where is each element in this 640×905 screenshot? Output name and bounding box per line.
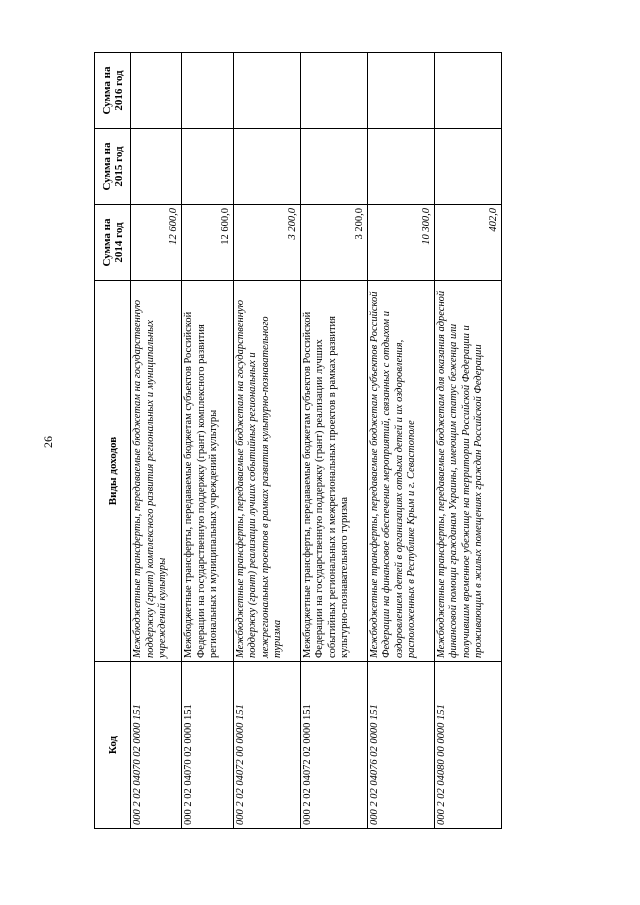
row-code: 000 2 02 04080 00 0000 151 [434, 662, 501, 829]
row-sum-2016 [131, 53, 182, 129]
header-sum-2016: Сумма на 2016 год [95, 53, 131, 129]
row-sum-2014: 12 600,0 [182, 205, 233, 281]
row-code: 000 2 02 04072 02 0000 151 [300, 662, 367, 829]
row-name: Межбюджетные трансферты, передаваемые бюджетам для оказания адресной финансовой помощи гражданам Украины, имеющим статус беженца или получившим временное убежище на территории Российской Федерации и проживающим в жилых помещениях граждан Российской Федерации [434, 281, 501, 662]
row-sum-2014: 402,0 [434, 205, 501, 281]
revenue-table [94, 52, 502, 829]
table-row [182, 53, 233, 829]
row-sum-2015 [434, 129, 501, 205]
row-name: Межбюджетные трансферты, передаваемые бюджетам субъектов Российской Федерации на государственную поддержку (грант) комплексного развития региональных и муниципальных учреждений культуры [182, 281, 233, 662]
row-code: 000 2 02 04076 02 0000 151 [367, 662, 434, 829]
row-sum-2014: 3 200,0 [233, 205, 300, 281]
table-row [233, 53, 300, 829]
header-sum-2014: Сумма на 2014 год [95, 205, 131, 281]
row-sum-2014: 12 600,0 [131, 205, 182, 281]
row-sum-2015 [233, 129, 300, 205]
header-code: Код [95, 662, 131, 829]
table-row [434, 53, 501, 829]
row-sum-2015 [131, 129, 182, 205]
row-sum-2015 [300, 129, 367, 205]
row-sum-2016 [300, 53, 367, 129]
row-sum-2016 [233, 53, 300, 129]
header-name: Виды доходов [95, 281, 131, 662]
row-name: Межбюджетные трансферты, передаваемые бюджетам на государственную поддержку (грант) реализации лучших событийных региональных и межрегиональных проектов в рамках развития культурно-познавательного туризма [233, 281, 300, 662]
row-sum-2014: 10 300,0 [367, 205, 434, 281]
header-sum-2015: Сумма на 2015 год [95, 129, 131, 205]
row-sum-2016 [182, 53, 233, 129]
row-name: Межбюджетные трансферты, передаваемые бюджетам субъектов Российской Федерации на государственную поддержку (грант) реализации лучших событийных региональных и межрегиональных проектов в рамках развития культурно-познавательного туризма [300, 281, 367, 662]
row-code: 000 2 02 04072 00 0000 151 [233, 662, 300, 829]
row-sum-2015 [182, 129, 233, 205]
table-row [300, 53, 367, 829]
table-header-row [95, 53, 131, 829]
row-name: Межбюджетные трансферты, передаваемые бюджетам на государственную поддержку (грант) комплексного развития региональных и муниципальных учреждений культуры [131, 281, 182, 662]
page-number: 26 [41, 436, 55, 448]
row-code: 000 2 02 04070 02 0000 151 [131, 662, 182, 829]
row-name: Межбюджетные трансферты, передаваемые бюджетам субъектов Российской Федерации на финансовое обеспечение мероприятий, связанных с отдыхом и оздоровлением детей в организациях отдыха детей и их оздоровления, расположенных в Республике Крым и г. Севастополе [367, 281, 434, 662]
table-row [131, 53, 182, 829]
row-code: 000 2 02 04070 02 0000 151 [182, 662, 233, 829]
row-sum-2014: 3 200,0 [300, 205, 367, 281]
table-row [367, 53, 434, 829]
row-sum-2016 [434, 53, 501, 129]
row-sum-2016 [367, 53, 434, 129]
row-sum-2015 [367, 129, 434, 205]
rotated-table-wrapper [94, 52, 502, 829]
